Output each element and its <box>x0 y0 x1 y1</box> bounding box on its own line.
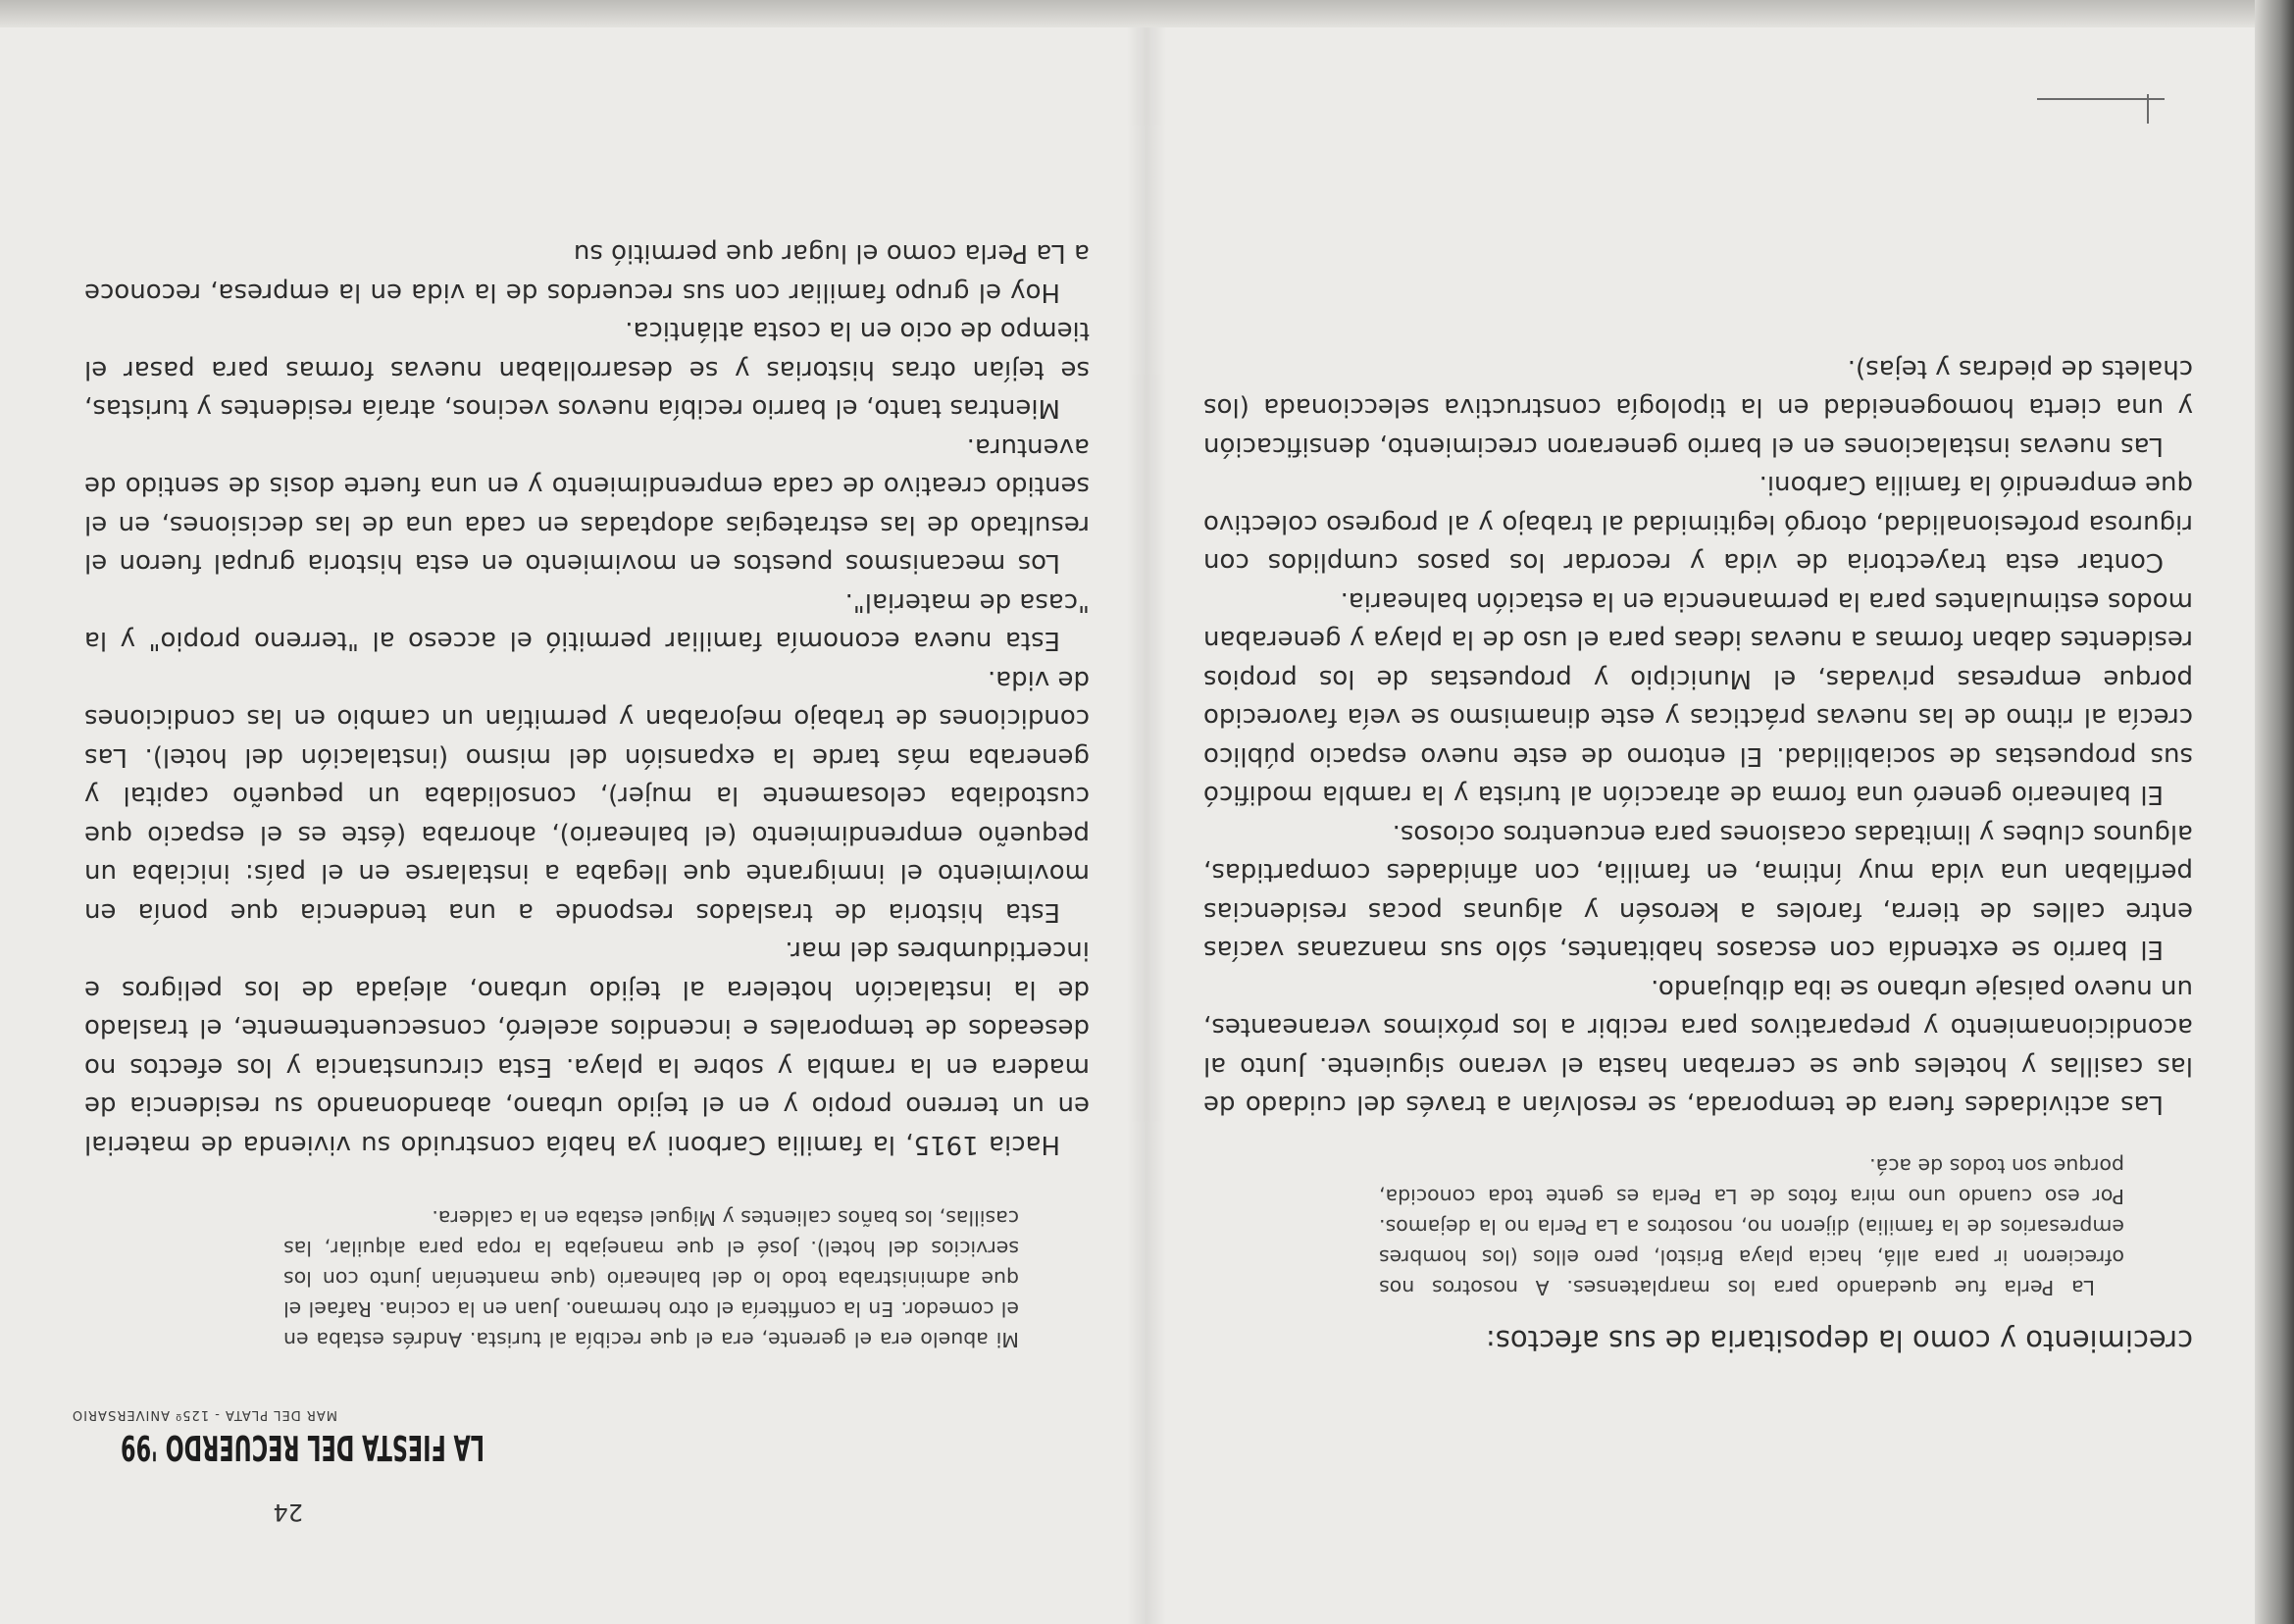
page-number-rule <box>2037 98 2165 100</box>
paragraph: Las actividades fuera de temporada, se resolvían a través del cuidado de las casillas y hoteles que se cerraban hasta el verano siguiente. Junto al acondicionamiento y preparativos para recibir a los próximos veraneantes, un nuevo paisaje urbano se iba dibujando. <box>1203 974 2193 1120</box>
magazine-subtitle: MAR DEL PLATA - 125º ANIVERSARIO <box>71 1407 337 1422</box>
left-page-body <box>84 233 1090 1163</box>
paragraph: Hoy el grupo familiar con sus recuerdos de la vida en la empresa, reconoce a La Perla como el lugar que permitió su <box>84 238 1090 307</box>
paragraph: Esta nueva economía familiar permitió el acceso al "terreno propio" y la "casa de material". <box>84 587 1090 656</box>
right-page-body <box>1203 349 2193 1360</box>
magazine-title: LA FIESTA DEL RECUERDO '99 <box>121 1427 484 1467</box>
paragraph: Contar esta trayectoria de vida y recordar los pasos cumplidos con rigurosa profesionalidad, otorgó legitimidad al trabajo y al progreso colectivo que emprendió la familia Carboni. <box>1203 470 2193 578</box>
page-number: 24 <box>273 1498 303 1526</box>
left-page-quote <box>283 1202 1019 1354</box>
testimony-quote: La Perla fue quedando para los marplatenses. A nosotros nos ofrecieron ir para allá, hacia playa Bristol, pero ellos (los hombres empresarios de la familia) dijeron no, nosotros a La Perla no la dejamos. Por eso cuando uno mira fotos de La Perla es gente toda conocida, porque son todos de acá. <box>1379 1154 2124 1300</box>
paragraph: Las nuevas instalaciones en el barrio generaron crecimiento, densificación y una cierta homogeneidad en la tipología constructiva seleccionada (los chalets de piedras y tejas). <box>1203 354 2193 461</box>
book-gutter <box>1127 0 1166 1624</box>
right-page-quote <box>1379 1151 2124 1303</box>
testimony-quote: Mi abuelo era el gerente, era el que recibía al turista. Andrés estaba en el comedor. En la confitería el otro hermano. Juan en la cocina. Rafael el que administraba todo lo del balneario (que mantenían junto con los servicios del hotel). José el que manejaba la ropa para alquilar, las casillas, los baños calientes y Miguel estaba en la caldera. <box>283 1206 1019 1351</box>
paragraph: Mientras tanto, el barrio recibía nuevos vecinos, atraía residentes y turistas, se tejían otras historias y se desarrollaban nuevas formas para pasar el tiempo de ocio en la costa atlántica. <box>84 316 1090 424</box>
lead-sentence: crecimiento y como la depositaria de sus afectos: <box>1486 1324 2193 1357</box>
page-number-rule-vertical <box>2147 94 2149 124</box>
paragraph: Esta historia de traslados responde a una tendencia que ponía en movimiento el inmigrante que llegaba a instalarse en el país: iniciaba un pequeño emprendimiento (el balneario), ahorraba (éste es el espacio que custodiaba celosamente la mujer), consolidaba un pequeño capital y generaba más tarde la expansión del mismo (instalación del hotel). Las condiciones de trabajo mejoraban y permitían un cambio en las condiciones de vida. <box>84 665 1090 927</box>
paragraph: Hacia 1915, la familia Carboni ya había construido su vivienda de material en un terreno propio y en el tejido urbano, abandonando su residencia de madera en la rambla y sobre la playa. Esta circunstancia y los efectos no deseados de temporales e incendios aceleró, consecuentemente, el traslado de la instalación hotelera al tejido urbano, alejada de los peligros e incertidumbres del mar. <box>84 936 1090 1159</box>
book-binding-shadow <box>2255 0 2294 1624</box>
paragraph: Los mecanismos puestos en movimiento en esta historia grupal fueron el resultado de las estrategias adoptadas en cada una de las decisiones, en el sentido creativo de cada emprendimiento y en una fuerte dosis de sentido de aventura. <box>84 432 1090 579</box>
paragraph: El balneario generó una forma de atracción al turista y la rambla modificó sus propuestas de sociabilidad. El entorno de este nuevo espacio público crecía al ritmo de las nuevas prácticas y este dinamismo se veía favorecido porque empresas privadas, el Municipio y propuestas de los propios residentes daban formas a nuevas ideas para el uso de la playa y generaban modos estimulantes para la permanencia en la estación balnearia. <box>1203 586 2193 810</box>
page-edge <box>0 0 2294 27</box>
paragraph: El barrio se extendía con escasos habitantes, sólo sus manzanas vacías entre calles de tierra, faroles a kerosén y algunas pocas residencias perfilaban una vida muy íntima, en familia, con afinidades compartidas, algunos clubes y limitadas ocasiones para encuentros ociosos. <box>1203 819 2193 965</box>
